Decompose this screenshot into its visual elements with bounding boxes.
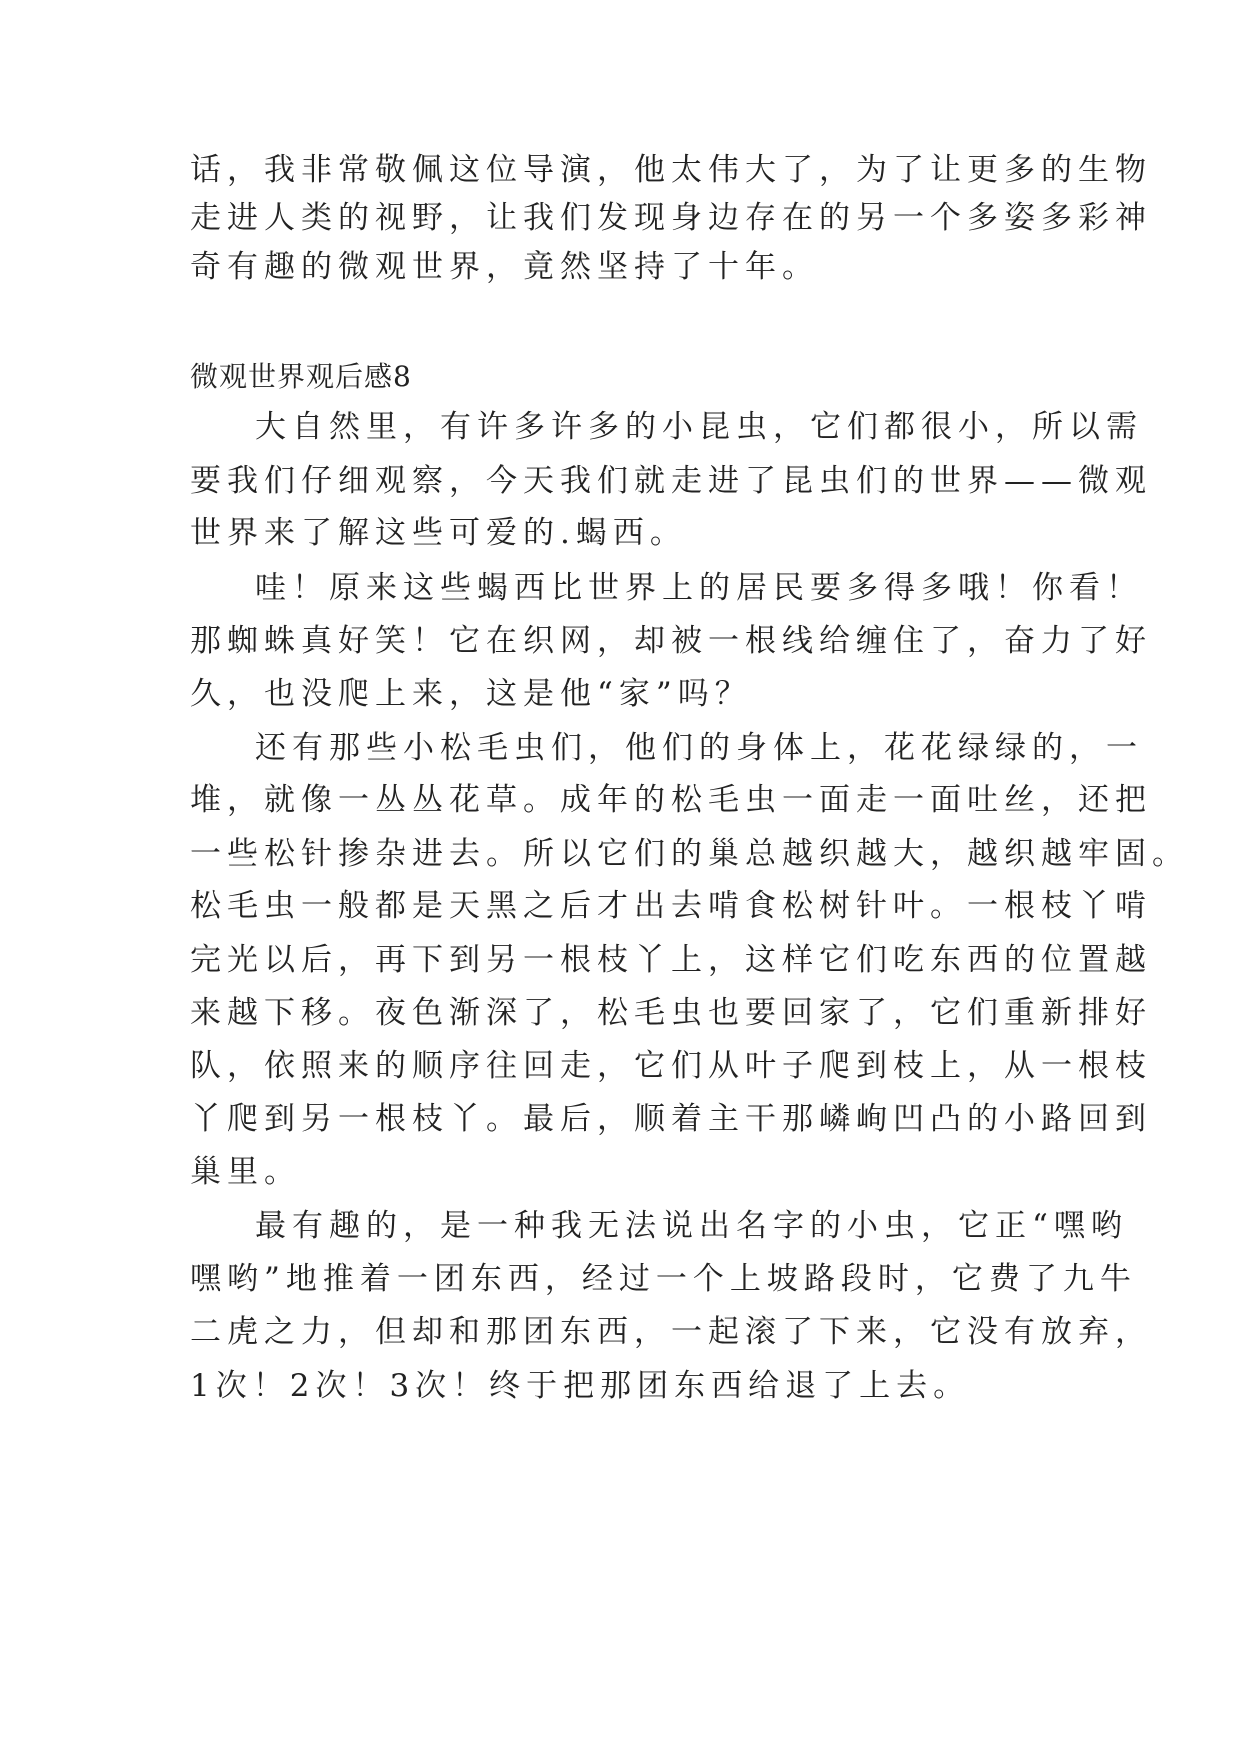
text-line: 哇！原来这些蝎西比世界上的居民要多得多哦！你看！	[255, 570, 1143, 606]
text-line: 巢里。	[190, 1154, 301, 1190]
text-line: 嘿哟”地推着一团东西，经过一个上坡路段时，它费了九牛	[190, 1261, 1137, 1297]
text-line: 世界来了解这些可爱的.蝎西。	[190, 515, 687, 551]
text-line: 堆，就像一丛丛花草。成年的松毛虫一面走一面吐丝，还把	[190, 782, 1152, 818]
text-line: 松毛虫一般都是天黑之后才出去啃食松树针叶。一根枝丫啃	[190, 888, 1152, 924]
text-line: 走进人类的视野，让我们发现身边存在的另一个多姿多彩神	[190, 200, 1152, 236]
text-line: 要我们仔细观察，今天我们就走进了昆虫们的世界——微观	[190, 463, 1152, 499]
text-line: 二虎之力，但却和那团东西，一起滚了下来，它没有放弃，	[190, 1314, 1152, 1350]
text-line: 奇有趣的微观世界，竟然坚持了十年。	[190, 249, 819, 285]
text-line: 完光以后，再下到另一根枝丫上，这样它们吃东西的位置越	[190, 942, 1152, 978]
text-line: 久，也没爬上来，这是他“家”吗？	[190, 676, 752, 712]
text-line: 话，我非常敬佩这位导演，他太伟大了，为了让更多的生物	[190, 152, 1152, 188]
text-line: 大自然里，有许多许多的小昆虫，它们都很小，所以需	[255, 409, 1143, 445]
text-line: 1次！2次！3次！终于把那团东西给退了上去。	[190, 1368, 971, 1404]
text-line: 最有趣的，是一种我无法说出名字的小虫，它正“嘿哟	[255, 1208, 1128, 1244]
text-line: 队，依照来的顺序往回走，它们从叶子爬到枝上，从一根枝	[190, 1048, 1152, 1084]
text-line: 来越下移。夜色渐深了，松毛虫也要回家了，它们重新排好	[190, 995, 1152, 1031]
text-line: 还有那些小松毛虫们，他们的身体上，花花绿绿的，一	[255, 730, 1143, 766]
section-title: 微观世界观后感8	[190, 360, 412, 393]
text-line: 那蜘蛛真好笑！它在织网，却被一根线给缠住了，奋力了好	[190, 623, 1152, 659]
text-line: 丫爬到另一根枝丫。最后，顺着主干那嶙峋凹凸的小路回到	[190, 1101, 1152, 1137]
text-line: 一些松针掺杂进去。所以它们的巢总越织越大，越织越牢固。	[190, 836, 1189, 872]
